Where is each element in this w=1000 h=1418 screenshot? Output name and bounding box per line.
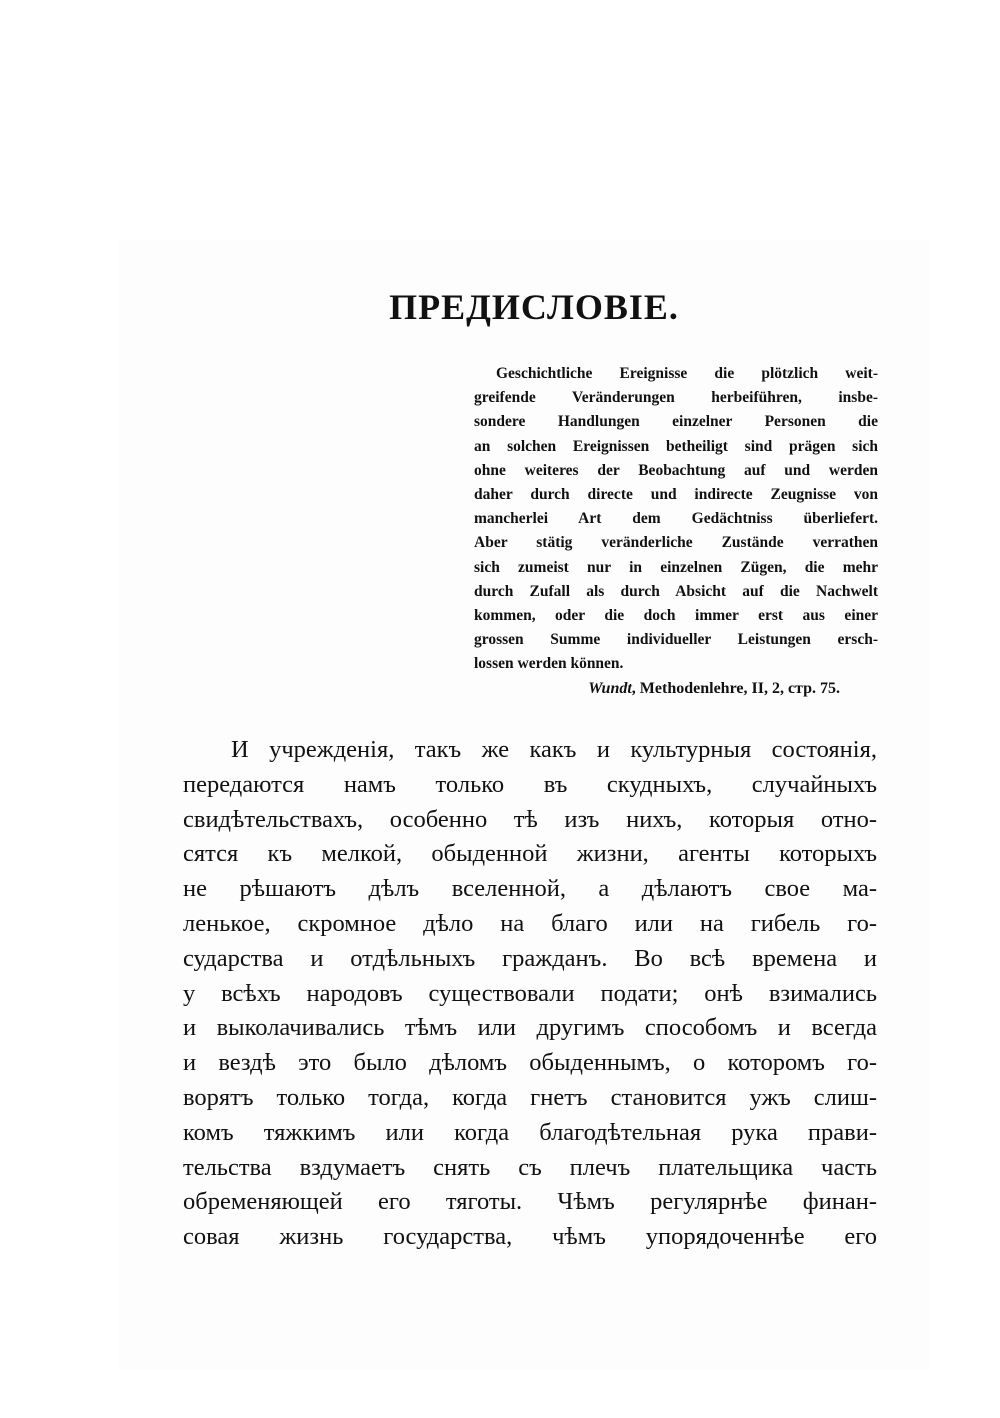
epigraph-line: lossen werden können. xyxy=(474,655,624,673)
epigraph-line: ohne weiteres der Beobachtung auf und werden xyxy=(474,461,878,479)
body-line: совая жизнь государства, чѣмъ упорядоченнѣе его xyxy=(183,1223,877,1251)
epigraph-line: mancherlei Art dem Gedächtniss überliefert. xyxy=(474,510,878,528)
page-title: ПРЕДИСЛОВІЕ. xyxy=(389,287,679,327)
body-line: и вездѣ это было дѣломъ обыденнымъ, о которомъ го- xyxy=(183,1049,877,1077)
body-line: комъ тяжкимъ или когда благодѣтельная рука прави- xyxy=(183,1118,877,1146)
epigraph-line: sich zumeist nur in einzelnen Zügen, die mehr xyxy=(474,558,878,576)
body-line: сударства и отдѣльныхъ гражданъ. Во всѣ времена и xyxy=(183,944,877,972)
body-line: ленькое, скромное дѣло на благо или на гибель го- xyxy=(183,909,877,937)
body-line: ворятъ только тогда, когда гнетъ становится ужъ слиш- xyxy=(183,1083,877,1111)
epigraph-line: sondere Handlungen einzelner Personen die xyxy=(474,413,878,431)
body-line: не рѣшаютъ дѣлъ вселенной, а дѣлаютъ свое ма- xyxy=(183,875,877,903)
body-line: передаются намъ только въ скудныхъ, случайныхъ xyxy=(183,770,877,798)
body-line: И учрежденія, такъ же какъ и культурныя состоянія, xyxy=(231,736,877,763)
attribution-author: Wundt xyxy=(588,680,632,697)
body-line: сятся къ мелкой, обыденной жизни, агенты которыхъ xyxy=(183,840,877,868)
epigraph-line: daher durch directe und indirecte Zeugnisse von xyxy=(474,486,878,504)
body-line: у всѣхъ народовъ существовали подати; онѣ взимались xyxy=(183,979,877,1007)
epigraph-line: grossen Summe individueller Leistungen ersch- xyxy=(474,631,878,649)
body-line: свидѣтельствахъ, особенно тѣ изъ нихъ, которыя отно- xyxy=(183,805,877,833)
epigraph-line: greifende Veränderungen herbeiführen, insbe- xyxy=(474,389,878,407)
body-paragraph xyxy=(183,733,877,1255)
epigraph-line: Aber stätig veränderliche Zustände verrathen xyxy=(474,534,878,552)
epigraph-line: an solchen Ereignissen betheiligt sind prägen sich xyxy=(474,437,878,455)
body-line: и выколачивались тѣмъ или другимъ способомъ и всегда xyxy=(183,1014,877,1042)
epigraph-line: Geschichtliche Ereignisse die plötzlich weit- xyxy=(496,365,878,382)
epigraph-line: durch Zufall als durch Absicht auf die Nachwelt xyxy=(474,582,878,600)
epigraph-attribution xyxy=(474,678,878,700)
body-line: тельства вздумаетъ снять съ плечъ плательщика часть xyxy=(183,1153,877,1181)
attribution-source: , Methodenlehre, II, 2, стр. 75. xyxy=(631,680,840,697)
body-line: обременяющей его тяготы. Чѣмъ регулярнѣе финан- xyxy=(183,1188,877,1216)
epigraph-line: kommen, oder die doch immer erst aus einer xyxy=(474,607,878,625)
epigraph xyxy=(474,362,878,677)
